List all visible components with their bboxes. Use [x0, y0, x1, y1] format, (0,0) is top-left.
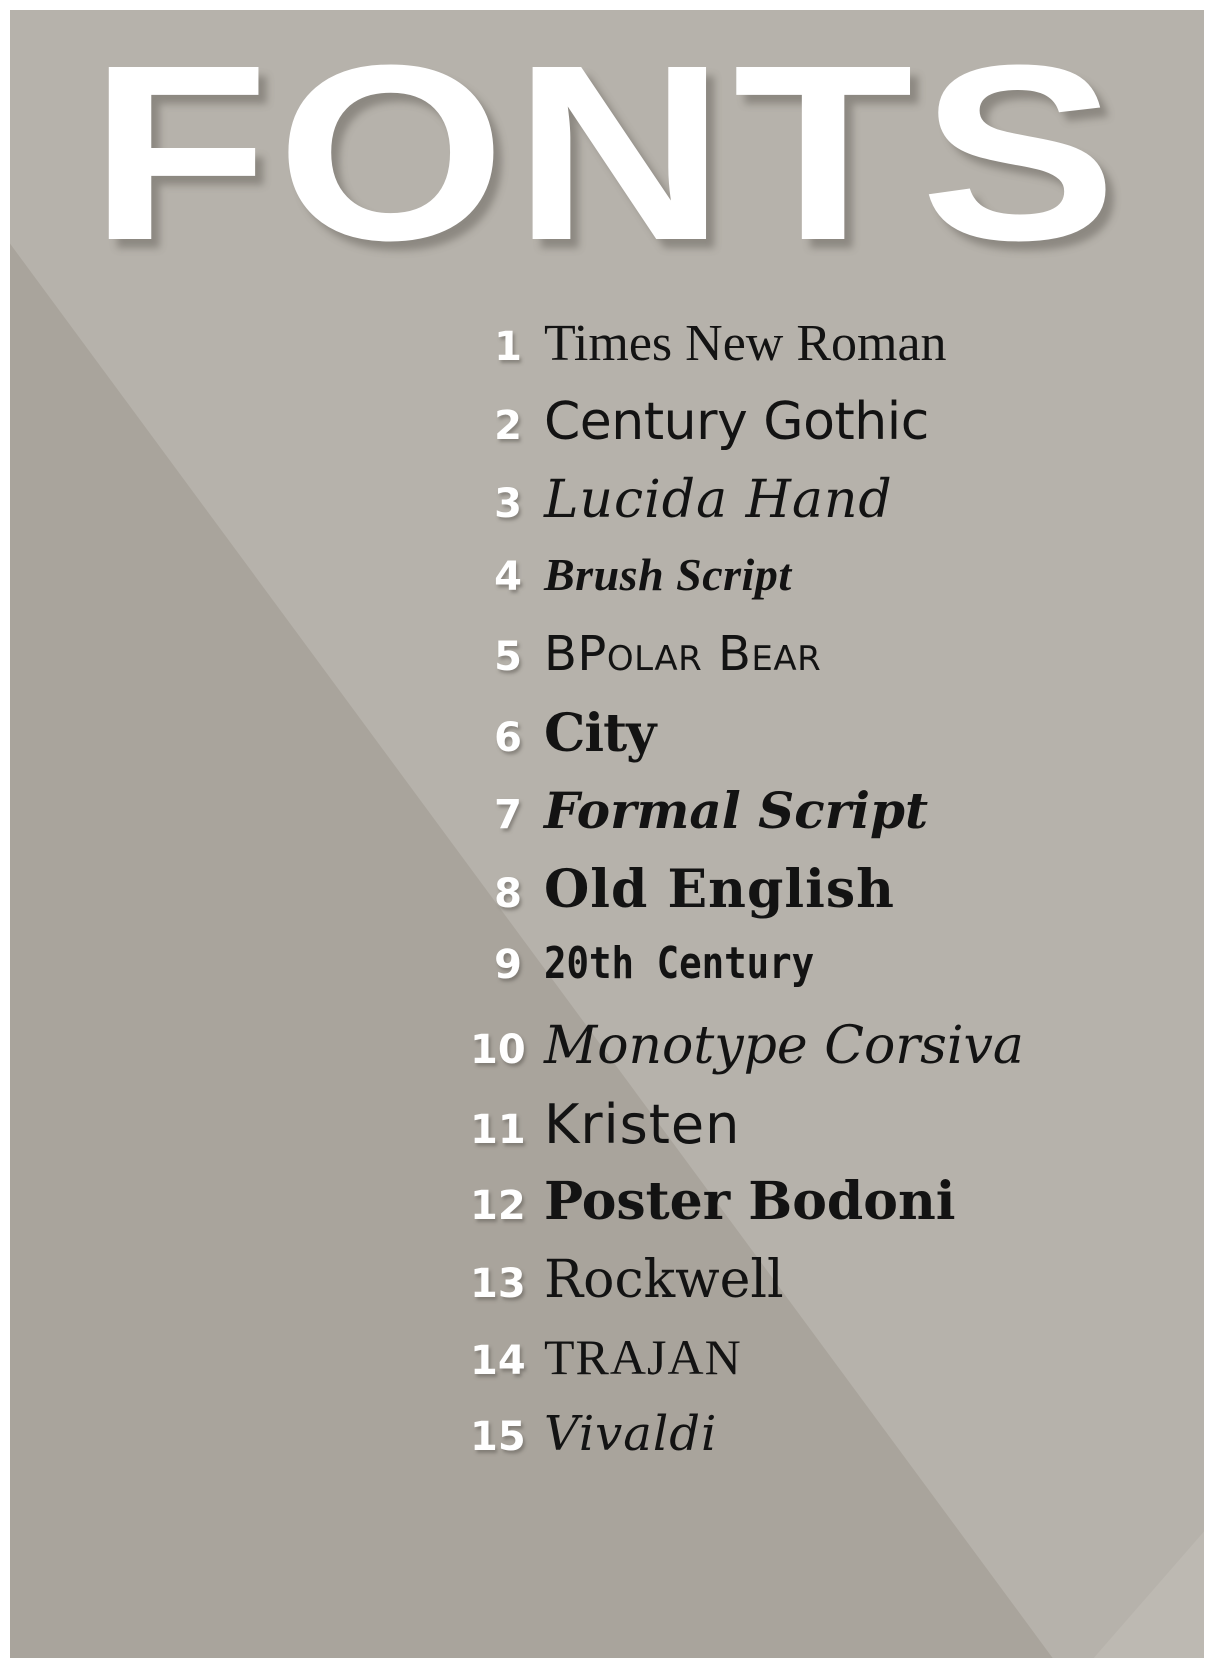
list-item-label: Vivaldi [544, 1406, 718, 1462]
list-item [470, 392, 1170, 468]
list-item [470, 1250, 1170, 1326]
list-item-number: 9 [494, 942, 522, 988]
list-item [470, 781, 1170, 858]
list-item-label: City [544, 703, 656, 764]
list-item [470, 1093, 1170, 1170]
list-item [470, 1016, 1170, 1092]
list-item [470, 938, 1170, 1014]
list-item-label: Century Gothic [544, 392, 929, 452]
list-item-label: Kristen [544, 1093, 741, 1156]
list-item-label: 20th Century [544, 938, 815, 989]
list-item-label: Brush Script [544, 549, 792, 600]
list-item-label: TRAJAN [544, 1329, 742, 1385]
list-item [470, 626, 1170, 702]
list-item-number: 15 [470, 1414, 526, 1460]
list-item-number: 14 [470, 1338, 526, 1384]
list-item [470, 1406, 1170, 1482]
list-item-number: 1 [494, 324, 522, 370]
poster-title-container [0, 13, 1214, 292]
list-item-label: Formal Script [544, 781, 929, 840]
font-list [470, 315, 1170, 1488]
list-item-number: 2 [494, 403, 522, 449]
list-item-label: Monotype Corsiva [544, 1016, 1024, 1076]
list-item-number: 12 [470, 1183, 526, 1229]
page-title: FONTS [89, 13, 1125, 292]
list-item-number: 8 [494, 871, 522, 917]
list-item [470, 1329, 1170, 1404]
list-item-number: 6 [494, 715, 522, 761]
list-item [470, 315, 1170, 390]
list-item-label: Old English [544, 859, 895, 920]
list-item-number: 10 [470, 1027, 526, 1073]
list-item-number: 4 [494, 554, 522, 600]
list-item-label: Lucida Hand [544, 470, 893, 530]
list-item [470, 703, 1170, 780]
list-item [470, 470, 1170, 546]
list-item-label: Poster Bodoni [544, 1171, 956, 1232]
list-item-number: 7 [494, 792, 522, 838]
list-item [470, 859, 1170, 936]
list-item-number: 13 [470, 1261, 526, 1307]
list-item-label: Times New Roman [544, 315, 947, 372]
list-item-number: 5 [494, 634, 522, 680]
list-item-number: 11 [470, 1107, 526, 1153]
list-item [470, 1171, 1170, 1248]
list-item-label: Rockwell [544, 1250, 784, 1310]
list-item [470, 549, 1170, 624]
list-item-label: BPolar Bear [544, 626, 822, 682]
list-item-number: 3 [494, 481, 522, 527]
